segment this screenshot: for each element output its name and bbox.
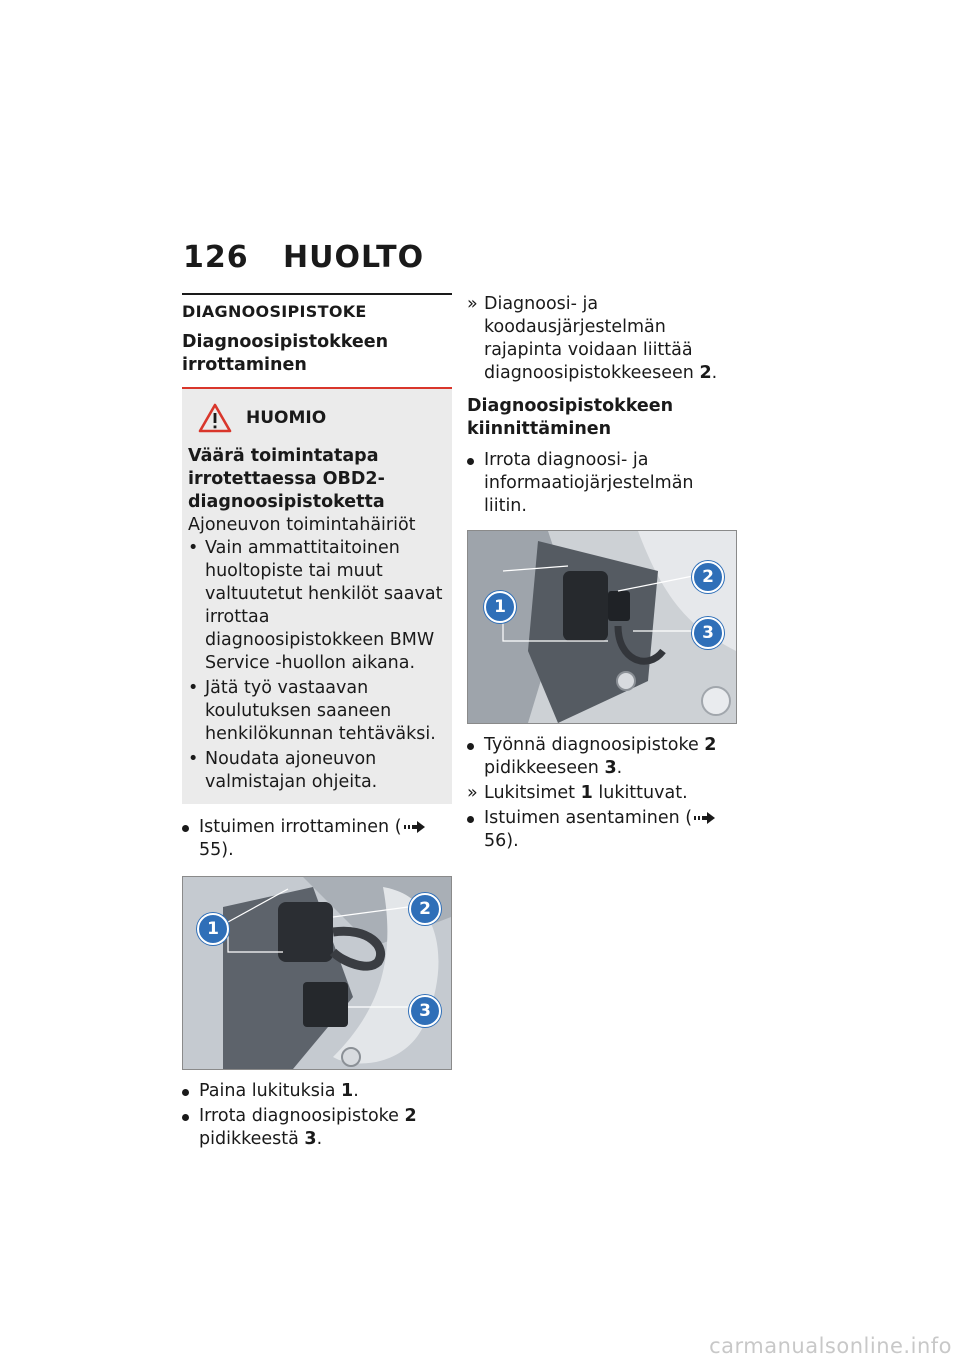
step-detach-plug: Irrota diagnoosipistoke 2 pidikkeestä 3. — [182, 1105, 452, 1151]
notice-title: Väärä toimintatapa irrotettaessa OBD2-diagnoosipistoketta — [188, 446, 385, 512]
step-press-locks: Paina lukituksia 1. — [182, 1080, 452, 1103]
bullet-dot — [467, 743, 474, 750]
right-column — [467, 293, 742, 855]
page-reference[interactable]: 55). — [199, 840, 234, 860]
step-push-plug: Työnnä diagnoosipistoke 2 pidikkeeseen 3. — [467, 734, 742, 780]
step-disconnect-connector: Irrota diagnoosi- ja informaatiojärjestelmän liitin. — [467, 449, 742, 518]
result-interface-connect: » Diagnoosi- ja koodausjärjestelmän rajapinta voidaan liittää diagnoosipistokkeeseen 2. — [467, 294, 718, 383]
watermark: carmanualsonline.info — [709, 1334, 952, 1358]
bullet-dot — [182, 1114, 189, 1121]
page-reference[interactable]: 56). — [484, 831, 519, 851]
diagnostic-plug-photo — [182, 876, 452, 1070]
result-locks-engage: » Lukitsimet 1 lukittuvat. — [467, 783, 688, 803]
callout-1: 1 — [197, 913, 229, 945]
notice-consequence: Ajoneuvon toimintahäiriöt — [188, 515, 416, 535]
notice-bullet: • Vain ammattitaitoinen huoltopiste tai muut valtuutetut henkilöt saavat irrottaa diagnoosipistokkeen BMW Service -huollon aikana. — [188, 538, 443, 673]
result-marker: » — [467, 294, 478, 314]
callout-3: 3 — [409, 995, 441, 1027]
bullet-dot — [182, 825, 189, 832]
notice-header — [188, 401, 444, 435]
notice-bullet: • Jätä työ vastaavan koulutuksen saaneen henkilökunnan tehtäväksi. — [188, 678, 436, 744]
page-number: 126 — [183, 240, 249, 275]
section-title: DIAGNOOSIPISTOKE — [182, 302, 367, 321]
bullet-dot — [467, 816, 474, 823]
page-reference-arrow-icon — [694, 812, 716, 824]
bullet-dot — [467, 458, 474, 465]
subsection-title-attach: Diagnoosipistokkeen kiinnittäminen — [467, 396, 674, 439]
notice-bullet: • Noudata ajoneuvon valmistajan ohjeita. — [188, 749, 378, 792]
left-column — [182, 293, 452, 1153]
notice-box — [182, 387, 452, 804]
chapter-title: HUOLTO — [283, 240, 425, 275]
page-reference-arrow-icon — [404, 821, 426, 833]
callout-1: 1 — [484, 591, 516, 623]
callout-2: 2 — [409, 893, 441, 925]
callout-3: 3 — [692, 617, 724, 649]
result-marker: » — [467, 783, 478, 803]
subsection-title: Diagnoosipistokkeen irrottaminen — [182, 332, 389, 375]
warning-triangle-icon — [198, 403, 232, 433]
plug-holder-photo — [467, 530, 737, 724]
bullet-dot — [182, 1089, 189, 1096]
notice-label: HUOMIO — [246, 407, 327, 428]
step-install-seat: Istuimen asentaminen (56). — [467, 807, 742, 853]
step-remove-seat: Istuimen irrottaminen (55). — [182, 816, 452, 862]
callout-2: 2 — [692, 561, 724, 593]
